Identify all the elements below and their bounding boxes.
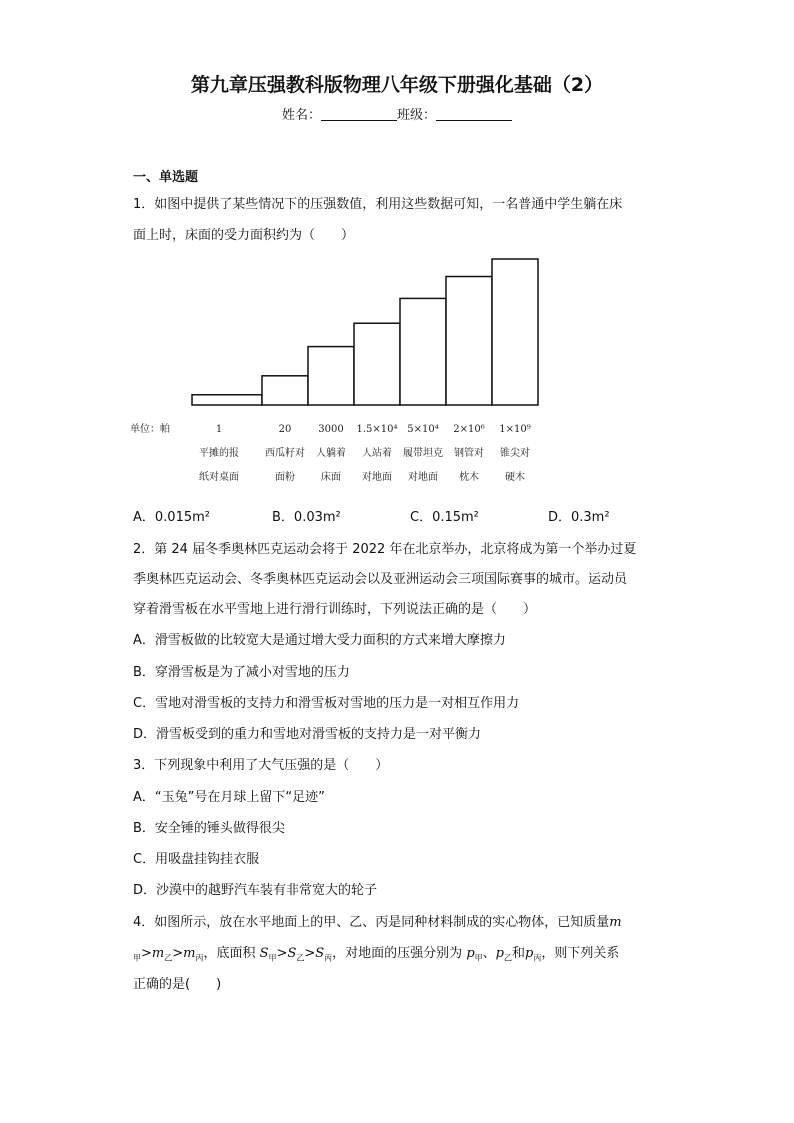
name-label: 姓名： [281, 108, 321, 123]
q4-s-sub-bing: 丙 [324, 953, 333, 963]
chart-category-label-2-2: 面粉 [275, 472, 295, 483]
chart-category-label-6-1: 钢管对 [454, 448, 484, 459]
q2-option-c[interactable]: C．雪地对滑雪板的支持力和滑雪板对雪地的压力是一对相互作用力 [133, 696, 520, 711]
chart-category-label-4-1: 人站着 [362, 448, 392, 459]
q4-s1: S [259, 946, 269, 961]
q3-option-d[interactable]: D．沙漠中的越野汽车装有非常宽大的轮子 [133, 883, 378, 898]
chart-category-label-4-2: 对地面 [362, 472, 392, 483]
chart-value-label-2: 20 [278, 424, 292, 435]
chart-category-label-5-1: 履带坦克 [403, 448, 443, 459]
section-title: 一、单选题 [133, 170, 199, 185]
q4-and: 和 [511, 946, 525, 961]
q3-option-c[interactable]: C．用吸盘挂钩挂衣服 [133, 852, 260, 867]
chart-value-label-4: 1.5×10⁴ [356, 424, 398, 435]
chart-category-label-1-1: 平摊的报 [199, 448, 239, 459]
chart-bars [192, 259, 538, 405]
q2-option-a[interactable]: A．滑雪板做的比较宽大是通过增大受力面积的方式来增大摩擦力 [133, 633, 506, 648]
q4-sub-bing: 丙 [195, 953, 204, 963]
q4-gt: > [141, 946, 152, 961]
chart-value-labels [216, 424, 531, 435]
q4-s-sub-jia: 甲 [268, 953, 277, 963]
chart-bar-5 [400, 298, 446, 405]
q1-option-a[interactable]: A．0.015m² [133, 510, 210, 525]
chart-unit-label: 单位：帕 [130, 424, 170, 435]
q1-option-c[interactable]: C．0.15m² [410, 510, 479, 525]
q4-s3: S [315, 946, 325, 961]
q4-p-sub-jia: 甲 [474, 953, 483, 963]
q4-gt4: > [304, 946, 316, 961]
q4-p-sub-yi: 乙 [503, 953, 512, 963]
q4-s2: S [287, 946, 297, 961]
q4-sep1: 、 [482, 946, 496, 961]
q3-stem: 3．下列现象中利用了大气压强的是（ ） [133, 758, 389, 773]
student-info [0, 104, 794, 123]
q4-pressure-text: ，对地面的压强分别为 [332, 946, 463, 961]
q2-stem-line3: 穿着滑雪板在水平雪地上进行滑行训练时，下列说法正确的是（ ） [133, 602, 537, 617]
chart-category-label-3-1: 人躺着 [316, 448, 346, 459]
q4-m2: m [151, 946, 165, 961]
chart-bar-3 [308, 347, 354, 405]
name-blank [321, 108, 397, 121]
q1-option-d[interactable]: D．0.3m² [548, 510, 610, 525]
chart-value-label-7: 1×10⁹ [499, 424, 531, 435]
chart-bar-7 [492, 259, 538, 405]
q4-sub-yi: 乙 [164, 953, 173, 963]
chart-bar-2 [262, 376, 308, 405]
q3-option-a[interactable]: A．“玉兔”号在月球上留下“足迹” [133, 790, 325, 805]
q4-p1: p [466, 946, 475, 961]
q4-gt2: > [172, 946, 184, 961]
q4-m3: m [183, 946, 196, 961]
chart-category-label-7-2: 硬木 [505, 472, 525, 483]
chart-category-labels [199, 446, 530, 483]
q4-area-text: ，底面积 [203, 946, 256, 961]
q1-stem-line1: 1．如图中提供了某些情况下的压强数值，利用这些数据可知，一名普通中学生躺在床 [133, 197, 623, 212]
q4-p-sub-bing: 丙 [533, 953, 542, 963]
chart-category-label-2-1: 西瓜籽对 [265, 448, 305, 459]
chart-value-label-5: 5×10⁴ [407, 424, 439, 435]
q2-stem-line1: 2．第 24 届冬季奥林匹克运动会将于 2022 年在北京举办，北京将成为第一个举办过夏 [133, 542, 637, 557]
chart-category-label-6-2: 枕木 [459, 472, 479, 483]
page-title: 第九章压强教科版物理八年级下册强化基础（2） [190, 74, 604, 96]
q2-option-b[interactable]: B．穿滑雪板是为了减小对雪地的压力 [133, 665, 350, 680]
class-label: 班级： [397, 108, 437, 123]
chart-value-label-3: 3000 [318, 424, 344, 435]
q3-option-b[interactable]: B．安全锤的锤头做得很尖 [133, 821, 285, 836]
chart-category-label-3-2: 床面 [321, 472, 341, 483]
class-blank [436, 108, 512, 121]
q4-p2: p [495, 946, 504, 961]
q4-stem-text: 4．如图所示，放在水平地面上的甲、乙、丙是同种材料制成的实心物体，已知质量 [133, 915, 610, 930]
q4-stem-line3: 正确的是( ) [133, 977, 222, 992]
chart-bar-4 [354, 323, 400, 405]
q2-option-d[interactable]: D．滑雪板受到的重力和雪地对滑雪板的支持力是一对平衡力 [133, 727, 482, 742]
pressure-bar-chart [128, 252, 568, 492]
chart-category-label-5-2: 对地面 [408, 472, 438, 483]
chart-value-label-1: 1 [215, 424, 223, 435]
chart-category-label-7-1: 锥尖对 [500, 448, 530, 459]
q4-p3: p [525, 946, 534, 961]
q4-mass-symbol: m [609, 915, 622, 930]
q4-stem-line2 [133, 942, 619, 964]
q1-stem-line2: 面上时，床面的受力面积约为（ ） [133, 228, 355, 243]
q4-tail: ，则下列关系 [541, 946, 620, 961]
q2-stem-line2: 季奥林匹克运动会、冬季奥林匹克运动会以及亚洲运动会三项国际赛事的城市。运动员 [133, 572, 628, 587]
chart-category-label-1-2: 纸对桌面 [199, 472, 239, 483]
q4-stem-line1 [133, 911, 622, 930]
chart-bar-1 [192, 395, 262, 405]
q1-option-b[interactable]: B．0.03m² [272, 510, 341, 525]
q4-gt3: > [276, 946, 288, 961]
chart-bar-6 [446, 277, 492, 405]
q4-s-sub-yi: 乙 [296, 953, 305, 963]
q4-sub-jia: 甲 [133, 953, 141, 963]
chart-value-label-6: 2×10⁶ [453, 424, 485, 435]
